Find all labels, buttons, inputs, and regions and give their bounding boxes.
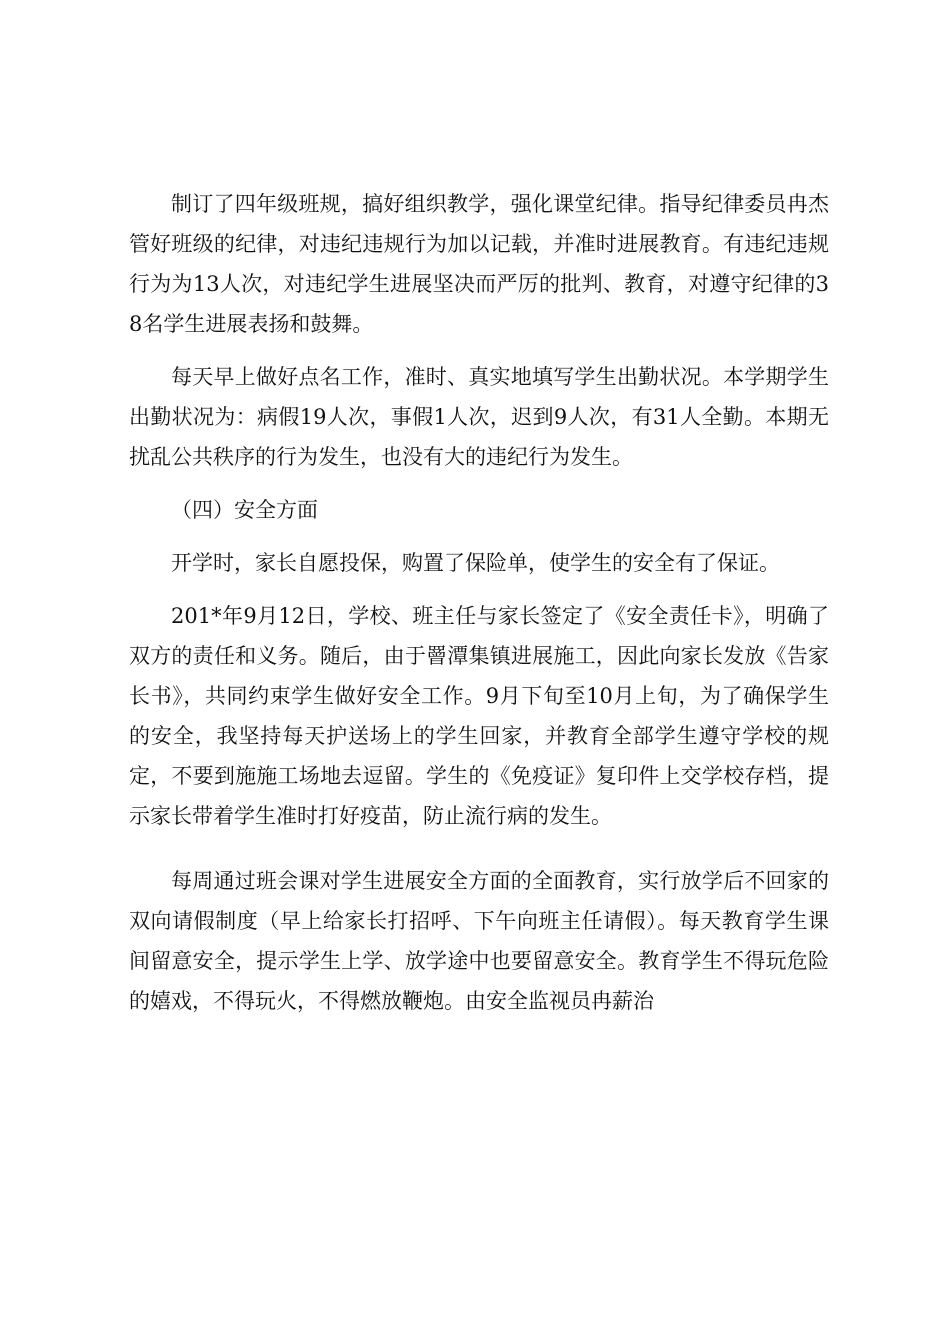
paragraph-safety-card: 201*年9月12日，学校、班主任与家长签定了《安全责任卡》，明确了双方的责任和义务。随后，由于罾潭集镇进展施工，因此向家长发放《告家长书》，共同约束学生做好安全工作。9月下旬至10月上旬，为了确保学生的安全，我坚持每天护送场上的学生回家，并教育全部学生遵守学校的规定，不要到施施工场地去逗留。学生的《免疫证》复印件上交学校存档，提示家长带着学生准时打好疫苗，防止流行病的发生。: [129, 604, 829, 828]
document-body: [129, 184, 829, 1021]
paragraph-discipline: 制订了四年级班规，搞好组织教学，强化课堂纪律。指导纪律委员冉杰管好班级的纪律，对违纪违规行为加以记载，并准时进展教育。有违纪违规行为为13人次，对违纪学生进展坚决而严厉的批判、教育，对遵守纪律的38名学生进展表扬和鼓舞。: [129, 192, 829, 336]
paragraph-attendance: 每天早上做好点名工作，准时、真实地填写学生出勤状况。本学期学生出勤状况为：病假19人次，事假1人次，迟到9人次，有31人全勤。本期无扰乱公共秩序的行为发生，也没有大的违纪行为发生。: [129, 365, 829, 469]
section-heading-safety: （四）安全方面: [171, 498, 318, 522]
paragraph-insurance: 开学时，家长自愿投保，购置了保险单，使学生的安全有了保证。: [171, 551, 780, 575]
paragraph-weekly-education: 每周通过班会课对学生进展安全方面的全面教育，实行放学后不回家的双向请假制度（早上给家长打招呼、下午向班主任请假）。每天教育学生课间留意安全，提示学生上学、放学途中也要留意安全。教育学生不得玩危险的嬉戏，不得玩火，不得燃放鞭炮。由安全监视员冉薪治: [129, 869, 829, 1013]
